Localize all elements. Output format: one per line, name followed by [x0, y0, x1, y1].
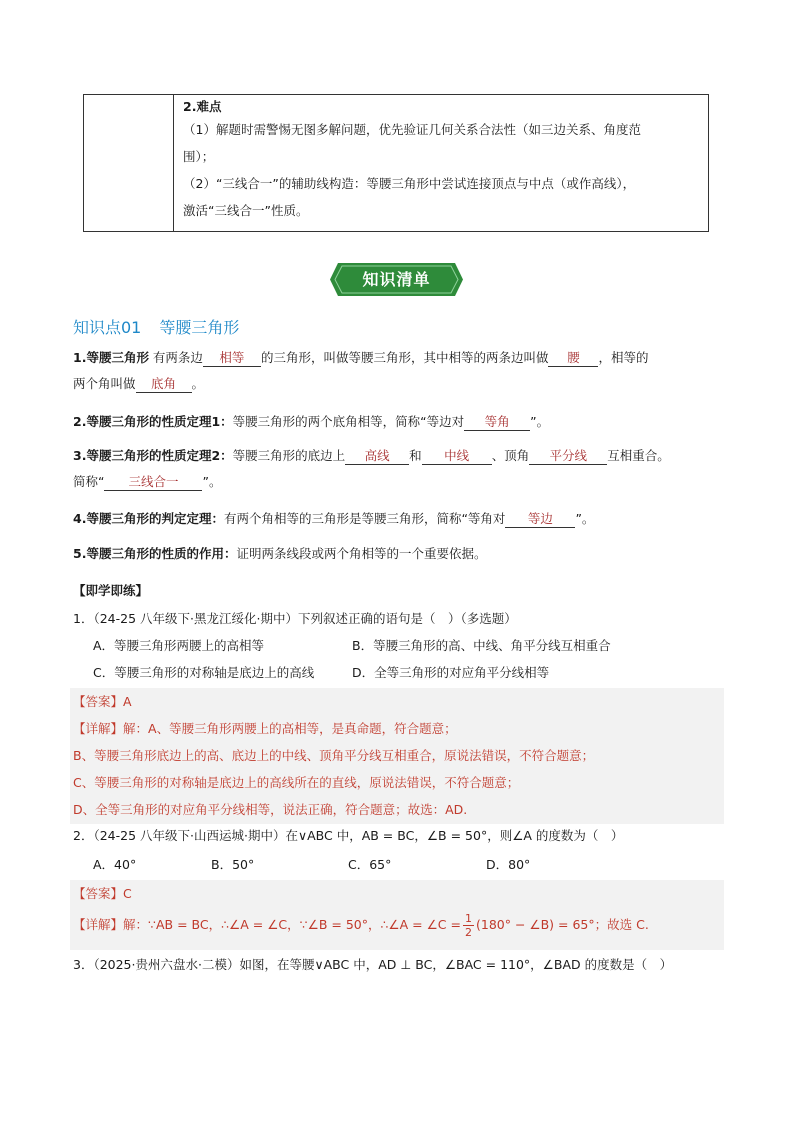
question-1-option-b: B．等腰三角形的高、中线、角平分线互相重合 [352, 638, 611, 653]
detail-tag: 【详解】 [73, 917, 124, 932]
item-1-text: 两个角叫做 [73, 376, 136, 391]
item-4-heading: 4.等腰三角形的判定定理： [73, 511, 224, 526]
question-2-option-b: B．50° [211, 857, 255, 872]
item-1-text: 有两条边 [148, 350, 203, 365]
question-2-option-c: C．65° [348, 857, 392, 872]
difficulty-heading: 2.难点 [183, 99, 222, 114]
item-2-text: ”。 [530, 414, 550, 429]
knowledge-point-name: 等腰三角形 [159, 318, 240, 337]
item-1-text: 的三角形，叫做等腰三角形，其中相等的两条边叫做 [260, 350, 549, 365]
detail-line: C、等腰三角形的对称轴是底边上的高线所在的直线，原说法错误，不符合题意； [73, 775, 520, 790]
item-4-text: 有两个角相等的三角形是等腰三角形，简称“等角对 [223, 511, 506, 526]
banner-text: 知识清单 [362, 270, 431, 289]
item-1-blank-3: 底角 [136, 376, 192, 393]
item-3-text: ”。 [202, 474, 222, 489]
question-1-option-c: C．等腰三角形的对称轴是底边上的高线 [93, 665, 315, 680]
item-3-heading: 3.等腰三角形的性质定理2： [73, 448, 233, 463]
item-1-text: ，相等的 [598, 350, 649, 365]
fraction [463, 912, 474, 939]
detail-line: (180° − ∠B) = 65°；故选 C. [476, 917, 649, 932]
item-3-text: 、顶角 [491, 448, 530, 463]
detail-line: D、全等三角形的对应角平分线相等，说法正确，符合题意；故选：AD. [73, 802, 468, 817]
item-2-blank-1: 等角 [464, 414, 530, 431]
question-2-solution [70, 880, 724, 950]
item-3-blank-1: 高线 [345, 448, 409, 465]
answer-value: C [123, 886, 132, 901]
fraction-denominator: 2 [465, 925, 472, 939]
item-3-text: 互相重合。 [607, 448, 670, 463]
item-1-text: 。 [191, 376, 205, 391]
difficulty-line-2: （2）“三线合一”的辅助线构造：等腰三角形中尝试连接顶点与中点（或作高线）， [183, 176, 636, 191]
detail-line: 解：A、等腰三角形两腰上的高相等，是真命题，符合题意； [123, 721, 457, 736]
item-3 [73, 443, 743, 495]
item-1-blank-1: 相等 [203, 350, 261, 367]
difficulty-line-2b: 激活“三线合一”性质。 [183, 203, 309, 218]
item-2 [73, 409, 743, 435]
item-5-text: 证明两条线段或两个角相等的一个重要依据。 [236, 546, 487, 561]
detail-line: B、等腰三角形底边上的高、底边上的中线、顶角平分线互相重合，原说法错误，不符合题意； [73, 748, 595, 763]
knowledge-point-title [73, 315, 239, 338]
knowledge-point-label: 知识点01 [73, 318, 142, 337]
item-3-text: 和 [409, 448, 422, 463]
table-right-cell [174, 95, 708, 231]
detail-line: 解：∵AB = BC，∴∠A = ∠C，∵∠B = 50°，∴∠A = ∠C = [123, 917, 461, 932]
question-1-solution [70, 688, 724, 824]
difficulty-line-1b: 围）； [183, 149, 215, 164]
difficulty-table [83, 94, 709, 232]
table-left-cell [84, 95, 174, 231]
item-5-heading: 5.等腰三角形的性质的作用： [73, 546, 237, 561]
item-1 [73, 345, 743, 397]
question-1-option-d: D．全等三角形的对应角平分线相等 [352, 665, 550, 680]
item-4-text: ”。 [575, 511, 595, 526]
answer-tag: 【答案】 [73, 886, 124, 901]
item-2-heading: 2.等腰三角形的性质定理1： [73, 414, 233, 429]
fraction-numerator: 1 [465, 911, 472, 925]
question-2-option-a: A．40° [93, 857, 137, 872]
item-1-heading: 1.等腰三角形 [73, 350, 149, 365]
question-1-stem: 1．（24-25 八年级下·黑龙江绥化·期中）下列叙述正确的语句是（ ）（多选题） [73, 611, 517, 626]
item-3-blank-4: 三线合一 [104, 474, 202, 491]
item-5 [73, 541, 743, 567]
question-2-stem: 2．（24-25 八年级下·山西运城·期中）在∨ABC 中，AB = BC，∠B = 50°，则∠A 的度数为（ ） [73, 828, 624, 843]
item-1-blank-2: 腰 [548, 350, 598, 367]
item-3-text: 等腰三角形的底边上 [232, 448, 346, 463]
detail-tag: 【详解】 [73, 721, 124, 736]
knowledge-list-banner [330, 263, 463, 296]
answer-tag: 【答案】 [73, 694, 124, 709]
item-3-blank-2: 中线 [422, 448, 492, 465]
question-1-option-a: A．等腰三角形两腰上的高相等 [93, 638, 265, 653]
item-2-text: 等腰三角形的两个底角相等，简称“等边对 [232, 414, 465, 429]
item-3-blank-3: 平分线 [529, 448, 607, 465]
item-3-text: 简称“ [73, 474, 105, 489]
item-4-blank-1: 等边 [505, 511, 575, 528]
difficulty-line-1: （1）解题时需警惕无图多解问题，优先验证几何关系合法性（如三边关系、角度范 [183, 122, 641, 137]
question-2-option-d: D．80° [486, 857, 531, 872]
answer-value: A [123, 694, 132, 709]
item-4 [73, 506, 743, 532]
practice-tag: 【即学即练】 [73, 583, 149, 598]
question-3-stem: 3．（2025·贵州六盘水·二模）如图，在等腰∨ABC 中，AD ⊥ BC，∠BAC = 110°，∠BAD 的度数是（ ） [73, 957, 673, 972]
